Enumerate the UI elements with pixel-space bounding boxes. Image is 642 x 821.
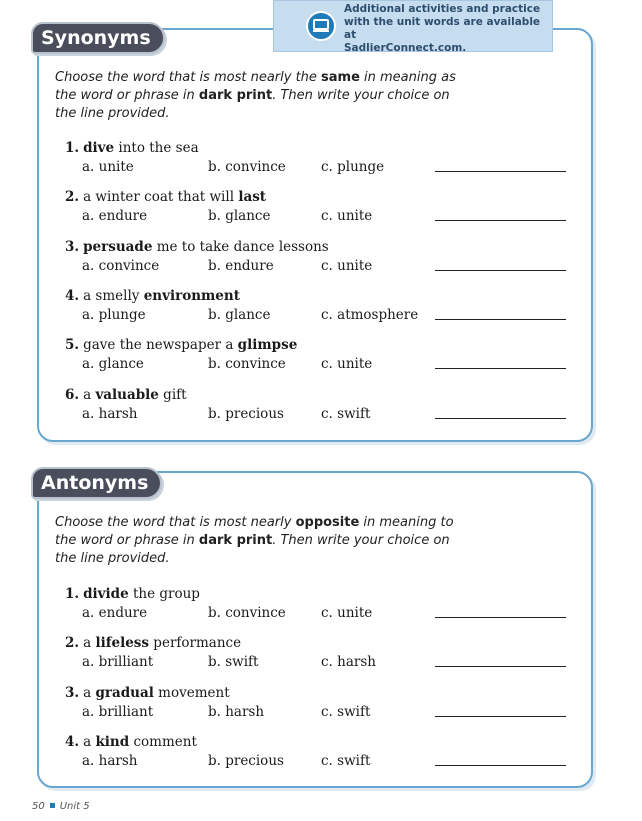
question-item <box>65 288 570 328</box>
choice-c[interactable]: c. unite <box>321 605 373 621</box>
answer-line[interactable] <box>435 220 566 221</box>
question-stem <box>65 140 199 156</box>
choice-c[interactable]: c. swift <box>321 405 371 422</box>
choice-b[interactable]: b. glance <box>208 306 271 323</box>
question-number: 4. <box>65 733 80 750</box>
choice-c[interactable]: c. swift <box>321 703 371 720</box>
instr-text: in meaning as the word or phrase in <box>55 70 456 103</box>
target-word: lifeless <box>95 635 150 652</box>
computer-icon <box>306 11 336 41</box>
target-word: glimpse <box>237 337 298 354</box>
target-word: last <box>238 189 267 206</box>
callout-link[interactable]: SadlierConnect.com. <box>344 42 467 54</box>
choice-b[interactable]: b. convince <box>208 356 286 373</box>
choice-a[interactable]: a. brilliant <box>82 703 154 720</box>
question-number: 5. <box>65 337 80 354</box>
target-word: gradual <box>95 684 154 701</box>
stem-text: a <box>83 733 96 750</box>
choice-b[interactable]: b. precious <box>208 405 284 422</box>
choice-c[interactable]: c. harsh <box>321 654 376 671</box>
choice-c[interactable]: c. atmosphere <box>321 306 419 323</box>
question-item <box>65 734 570 774</box>
target-word: valuable <box>95 386 159 403</box>
question-number: 6. <box>65 386 80 403</box>
choice-a[interactable]: a. unite <box>82 159 134 175</box>
target-word: divide <box>83 586 129 602</box>
choice-b[interactable]: b. convince <box>208 159 286 175</box>
choice-c[interactable]: c. plunge <box>321 159 385 175</box>
question-item <box>65 239 570 279</box>
choice-a[interactable]: a. harsh <box>82 405 138 422</box>
instr-keyword: dark print <box>198 533 273 548</box>
question-stem <box>65 635 241 651</box>
choice-a[interactable]: a. endure <box>82 208 148 225</box>
question-stem <box>65 337 297 353</box>
callout-line-2: with the unit words are available at <box>344 16 541 41</box>
bullet-square-icon <box>50 803 55 808</box>
instr-keyword: opposite <box>295 515 360 530</box>
unit-label: Unit 5 <box>59 801 90 812</box>
choice-c[interactable]: c. swift <box>321 752 371 769</box>
question-number: 3. <box>65 684 80 701</box>
answer-line[interactable] <box>435 765 566 766</box>
question-item <box>65 337 570 377</box>
callout-text <box>344 3 549 55</box>
antonyms-heading: Antonyms <box>31 467 162 499</box>
synonyms-heading: Synonyms <box>31 22 165 54</box>
question-number: 1. <box>65 586 80 602</box>
answer-line[interactable] <box>435 617 566 618</box>
callout-line-1: Additional activities and practice <box>344 3 541 15</box>
target-word: environment <box>143 287 240 304</box>
question-item <box>65 586 570 626</box>
choice-b[interactable]: b. swift <box>208 654 259 671</box>
instr-text: in meaning to the word or phrase in <box>55 515 454 548</box>
question-number: 4. <box>65 287 80 304</box>
instr-text: . Then write your choice on the line provided. <box>55 533 450 566</box>
question-item <box>65 685 570 725</box>
question-number: 2. <box>65 189 80 206</box>
stem-text: gift <box>158 386 187 403</box>
choice-a[interactable]: a. plunge <box>82 306 146 323</box>
instr-text: Choose the word that is most nearly <box>55 515 296 530</box>
stem-text: comment <box>129 733 197 750</box>
answer-line[interactable] <box>435 418 566 419</box>
choice-a[interactable]: a. endure <box>82 605 148 621</box>
answer-line[interactable] <box>435 368 566 369</box>
question-stem <box>65 685 230 701</box>
question-item <box>65 189 570 229</box>
choice-c[interactable]: c. unite <box>321 208 373 225</box>
instr-text: Choose the word that is most nearly the <box>55 70 322 85</box>
question-stem <box>65 239 329 255</box>
choice-a[interactable]: a. brilliant <box>82 654 154 671</box>
page-footer <box>32 801 90 812</box>
question-number: 2. <box>65 635 80 652</box>
stem-text: a <box>83 635 96 652</box>
instr-keyword: dark print <box>198 88 273 103</box>
target-word: kind <box>95 733 130 750</box>
choice-a[interactable]: a. convince <box>82 257 160 274</box>
choice-b[interactable]: b. glance <box>208 208 271 225</box>
choice-b[interactable]: b. endure <box>208 257 274 274</box>
antonyms-instructions <box>55 514 475 568</box>
target-word: dive <box>83 140 115 156</box>
question-number: 1. <box>65 140 80 156</box>
stem-text: movement <box>153 684 230 701</box>
stem-text: a winter coat that will <box>83 189 239 206</box>
question-stem <box>65 189 266 205</box>
choice-c[interactable]: c. unite <box>321 257 373 274</box>
answer-line[interactable] <box>435 270 566 271</box>
answer-line[interactable] <box>435 171 566 172</box>
stem-text: a smelly <box>83 287 144 304</box>
stem-text: me to take dance lessons <box>152 238 329 255</box>
sadlier-connect-callout <box>273 0 553 52</box>
question-item <box>65 387 570 427</box>
question-item <box>65 635 570 675</box>
instr-text: . Then write your choice on the line provided. <box>55 88 450 121</box>
stem-text: into the sea <box>114 140 199 156</box>
choice-a[interactable]: a. glance <box>82 356 144 373</box>
answer-line[interactable] <box>435 716 566 717</box>
stem-text: performance <box>149 635 242 652</box>
question-stem <box>65 387 187 403</box>
choice-a[interactable]: a. harsh <box>82 752 138 769</box>
question-stem <box>65 586 200 602</box>
target-word: persuade <box>83 238 153 255</box>
answer-line[interactable] <box>435 666 566 667</box>
answer-line[interactable] <box>435 319 566 320</box>
synonyms-instructions <box>55 69 475 123</box>
stem-text: a <box>83 386 96 403</box>
stem-text: a <box>83 684 96 701</box>
choice-b[interactable]: b. convince <box>208 605 286 621</box>
question-stem <box>65 734 197 750</box>
question-item <box>65 140 570 180</box>
instr-keyword: same <box>321 70 360 85</box>
choice-b[interactable]: b. harsh <box>208 703 265 720</box>
choice-c[interactable]: c. unite <box>321 356 373 373</box>
choice-b[interactable]: b. precious <box>208 752 284 769</box>
question-stem <box>65 288 240 304</box>
question-number: 3. <box>65 238 80 255</box>
stem-text: gave the newspaper a <box>83 337 238 354</box>
page-number: 50 <box>32 801 45 812</box>
stem-text: the group <box>128 586 200 602</box>
